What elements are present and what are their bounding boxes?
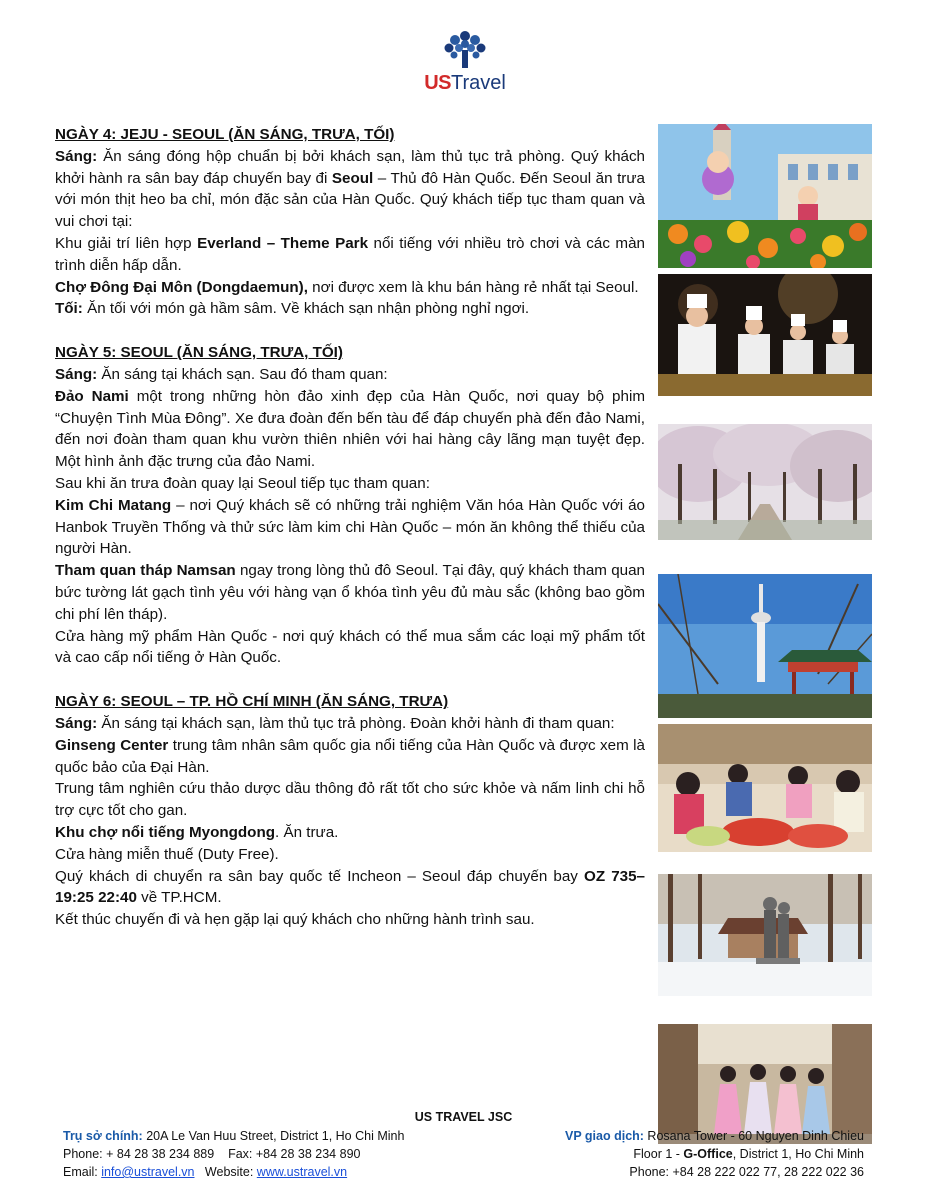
paragraph [55, 495, 645, 560]
bold-text: Everland – Theme Park [197, 234, 369, 252]
day-title: NGÀY 4: JEJU - SEOUL (ĂN SÁNG, TRƯA, TỐI) [55, 126, 395, 143]
logo-wordmark [410, 72, 520, 94]
office-label: VP giao dịch: [565, 1129, 644, 1143]
logo-travel: Travel [450, 72, 506, 94]
paragraph [55, 626, 645, 670]
text-run: – nơi Quý khách sẽ có những trải nghiệm Văn hóa Hàn Quốc với áo Hanbok Truyền Thống và thử sức làm kim chi Hàn Quốc – món ăn không thể thiếu của người Hàn. [55, 496, 645, 558]
photo-kimchi-making [658, 724, 872, 868]
paragraph [55, 298, 645, 320]
photo-namsan-tower [658, 574, 872, 718]
paragraph [55, 778, 645, 822]
paragraph [55, 822, 645, 844]
office-floor-post: , District 1, Ho Chi Minh [732, 1147, 864, 1161]
text-run: . Ăn trưa. [275, 823, 339, 841]
text-run: nơi được xem là khu bán hàng rẻ nhất tại Seoul. [307, 278, 639, 296]
footer-company: US TRAVEL JSC [414, 1110, 513, 1124]
photo-nami-island [658, 424, 872, 568]
paragraph [55, 473, 645, 495]
photo-chefs [658, 274, 872, 418]
office-floor-pre: Floor 1 - [633, 1147, 684, 1161]
email-link[interactable]: info@ustravel.vn [101, 1165, 195, 1179]
photo-winter-statue [658, 874, 872, 1018]
bold-text: Kim Chi Matang [55, 496, 172, 514]
paragraph [55, 146, 645, 233]
text-run: Trung tâm nghiên cứu thảo dược dầu thông đỏ rất tốt cho sức khỏe và nấm linh chi hỗ trợ cực tốt cho gan. [55, 780, 645, 820]
photo-column [658, 124, 872, 1174]
paragraph [55, 735, 645, 779]
text-run: Ăn sáng đóng hộp chuẩn bị bởi khách sạn, làm thủ tục trả phòng. Quý khách khởi hành ra sân bay đáp chuyến bay đi [55, 147, 645, 187]
tree-logo-icon [443, 28, 487, 70]
text-run: Ăn sáng tại khách sạn. Sau đó tham quan: [97, 365, 388, 383]
day-section [55, 342, 645, 669]
bold-text: Đảo Nami [55, 387, 129, 405]
bold-text: Tối: [55, 300, 83, 318]
text-run: Sau khi ăn trưa đoàn quay lại Seoul tiếp tục tham quan: [55, 474, 430, 492]
text-run: ngay trong lòng thủ đô Seoul. Tại đây, quý khách tham quan bức tường lát gạch tình yêu với hàng vạn ổ khóa tình yêu đủ màu sắc (không bao gồm chi phí lên tháp). [55, 562, 645, 623]
hq-address: 20A Le Van Huu Street, District 1, Ho Chi Minh [142, 1129, 405, 1143]
bold-text: Seoul [331, 169, 374, 187]
hq-phone: Phone: + 84 28 38 234 889 Fax: +84 28 38 234 890 [63, 1147, 361, 1161]
bold-text: Sáng: [55, 147, 98, 165]
paragraph [55, 713, 645, 735]
text-run: – Thủ đô Hàn Quốc. Đến Seoul ăn trưa với món thịt heo ba chỉ, món đặc sản của Hàn Quốc. Quý khách tiếp tục tham quan và vui chơi tại: [55, 169, 645, 231]
paragraph [55, 866, 645, 910]
page-footer [0, 1108, 927, 1179]
hq-label: Trụ sở chính: [63, 1129, 143, 1143]
logo-us: US [424, 72, 451, 94]
itinerary-content [55, 124, 645, 953]
bold-text: Khu chợ nổi tiếng Myongdong [55, 823, 276, 841]
text-run: Ăn tối với món gà hầm sâm. Về khách sạn nhận phòng nghỉ ngơi. [82, 300, 530, 318]
company-logo [410, 28, 520, 100]
bold-text: Ginseng Center [55, 736, 169, 754]
office-phone: Phone: +84 28 222 022 77, 28 222 022 36 [629, 1165, 864, 1179]
website-link[interactable]: www.ustravel.vn [256, 1165, 348, 1179]
footer-headquarters [63, 1127, 404, 1181]
day-section [55, 124, 645, 320]
text-run: về TP.HCM. [136, 889, 222, 907]
text-run: Cửa hàng mỹ phẩm Hàn Quốc - nơi quý khách có thể mua sắm các loại mỹ phẩm tốt và cao cấp nổi tiếng ở Hàn Quốc. [55, 627, 645, 667]
paragraph [55, 277, 645, 299]
day-title: NGÀY 6: SEOUL – TP. HỒ CHÍ MINH (ĂN SÁNG, TRƯA) [55, 693, 449, 711]
footer-office [565, 1127, 864, 1181]
email-label: Email: [63, 1165, 102, 1179]
text-run: Cửa hàng miễn thuế (Duty Free). [55, 845, 279, 863]
website-label: Website: [194, 1165, 257, 1179]
bold-text: Tham quan tháp Namsan [55, 562, 236, 580]
day-title: NGÀY 5: SEOUL (ĂN SÁNG, TRƯA, TỐI) [55, 344, 343, 362]
office-address: Rosana Tower - 60 Nguyen Dinh Chieu [643, 1129, 864, 1143]
office-floor-bold: G-Office [683, 1147, 733, 1161]
paragraph [55, 560, 645, 625]
day-section [55, 691, 645, 931]
text-run: Khu giải trí liên hợp [55, 234, 198, 252]
paragraph [55, 233, 645, 277]
paragraph [55, 386, 645, 473]
text-run: Ăn sáng tại khách sạn, làm thủ tục trả phòng. Đoàn khởi hành đi tham quan: [97, 714, 615, 732]
paragraph [55, 364, 645, 386]
text-run: Kết thúc chuyến đi và hẹn gặp lại quý khách cho những hành trình sau. [55, 911, 535, 929]
text-run: trung tâm nhân sâm quốc gia nổi tiếng của Hàn Quốc và được xem là quốc bảo của Đại Hàn. [55, 736, 645, 776]
bold-text: Sáng: [55, 714, 98, 732]
paragraph [55, 844, 645, 866]
text-run: Quý khách di chuyển ra sân bay quốc tế Incheon – Seoul đáp chuyến bay [55, 867, 584, 885]
paragraph [55, 909, 645, 931]
photo-everland [658, 124, 872, 268]
text-run: nổi tiếng với nhiều trò chơi và các màn trình diễn hấp dẫn. [55, 234, 645, 274]
text-run: một trong những hòn đảo xinh đẹp của Hàn Quốc, nơi quay bộ phim “Chuyện Tình Mùa Đông”. Xe đưa đoàn đến bến tàu để đáp chuyến phà đến đảo Nami, đến nơi đoàn tham quan khu vườn thiên nhiên với hai hàng cây lãng mạn tuyệt đẹp. Một hình ảnh đặc trưng của đảo Nami. [55, 387, 645, 471]
bold-text: OZ 735– 19:25 22:40 [55, 867, 645, 907]
bold-text: Sáng: [55, 365, 98, 383]
bold-text: Chợ Đông Đại Môn (Dongdaemun), [55, 278, 308, 296]
